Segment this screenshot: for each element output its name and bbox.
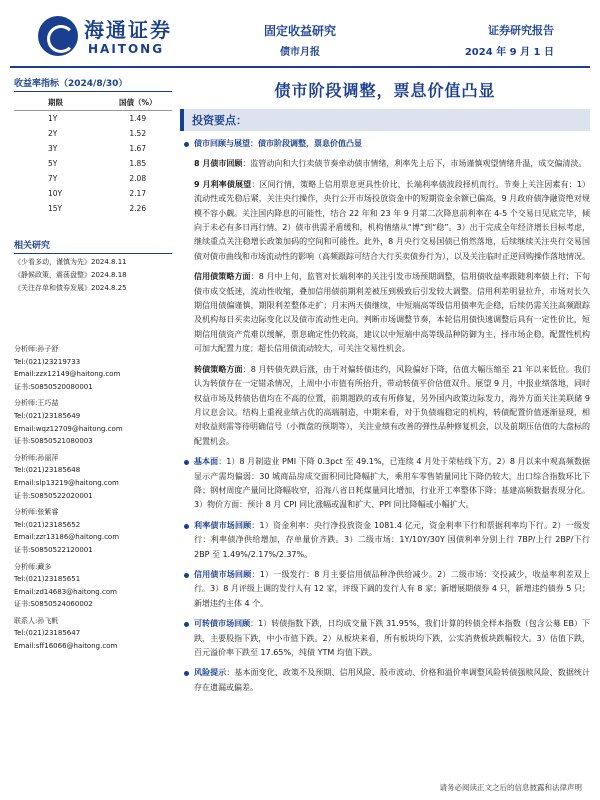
analyst-name: 分析师:藏多 (14, 562, 52, 571)
paragraph-heading: 8 月债市回顾 (194, 159, 243, 169)
analyst-cert: 证书:S0850520080001 (14, 382, 93, 391)
paragraph-text: ：8 月中上旬，监管对长端利率的关注引发市场预期调整，信用债收益率跟随利率债上行；下旬债市成交低迷，流动性收缩，叠加信用债前期利差被压到极致后引发较大调整。信用利差明显拉升，市场对长久期信用债偏谨慎，期限利差整体走扩；月末两天债继续，中短端高等级信用债率先企稳，后续仍需关注高频跟踪及机构每日买卖边际变化以及债市流动性走向。判断市场调整节奏，本轮信用债快速调整后具有一定性价比，短期信用债资产荒难以缓解，票息确定性仍较高，建议以中短端中高等级品种防御为主，择市场企稳，配置性机构可加大配置力度；超长信用债流动较大，可关注交易性机会。 (194, 272, 590, 354)
analyst-tel: Tel:(021)23185651 (14, 575, 81, 584)
related-research-title: 相关研究 (14, 238, 172, 254)
report-date: 2024 年 9 月 1 日 (464, 47, 554, 58)
paragraph-text: ：监管动向和大行卖债节奏牵动债市情绪，利率先上后下，市场谨慎观望情绪升温，成交偏清淡。 (242, 159, 587, 169)
bullet-heading: 基本面 (194, 457, 219, 467)
related-research-link[interactable]: 《少看多动，谨慎为先》2024.8.11 (14, 258, 127, 266)
logo-english-text: HAITONG (88, 42, 165, 56)
analyst-tel: Tel:(021)23219733 (14, 357, 81, 366)
bullet-heading: 可转债市场回顾 (194, 619, 251, 629)
contact-name: 联系人:孙飞帆 (14, 616, 59, 625)
analyst-email[interactable]: Email:zzx12149@haitong.com (14, 370, 121, 379)
yield-table-title: 收益率指标（2024/8/30） (14, 76, 172, 92)
table-row (14, 141, 172, 156)
bullet-item (194, 455, 590, 513)
key-points-body (180, 137, 590, 695)
paragraph-heading: 9 月利率债展望 (194, 179, 252, 189)
review-heading: 债市回顾与展望：债市阶段调整，票息价值凸显 (194, 139, 362, 148)
bullet-heading: 信用债市场回顾 (194, 569, 252, 579)
bullet-heading: 利率债市场回顾 (194, 520, 252, 530)
analyst-cert: 证书:S0850522120001 (14, 545, 93, 554)
analyst-list (14, 343, 172, 653)
paragraph-heading: 转债策略方面 (194, 364, 243, 374)
table-row (14, 111, 172, 127)
paragraph-text: ：区间行情，策略上信用票息更具性价比，长端利率债波段择机而行。节奏上关注因素有：1）流动性或先稳后紧，关注央行操作，央行公开市场投放资金中的短期资金余额已偏高，9 月政府债净融资绝对规模不容小觑。关注国内降息的可能性，结合 22 年和 23 年 9 月第二次降息前利率在 4-5 个交易日见底完毕，倾向于未必有多日再行情。2）债市供需矛盾缓和，机构情绪从“博”到“稳”。3）出于完成全年经济增长目标考虑，继续重点关注稳增长政策加码的空间和可能性。此外，8 月央行交易国债已悄然落地，后续继续关注央行交易国债对债市曲线和市场流动性的影响（高频跟踪可结合大行买卖债券行为），以及关注临时正逆回购操作落地情况。 (194, 179, 590, 261)
key-points-bar (180, 109, 590, 131)
yield-col-rate: 国债（%） (103, 95, 172, 111)
contact-email[interactable]: Email:sff16066@haitong.com (14, 642, 118, 651)
bullet-heading: 风险提示 (194, 668, 227, 678)
analyst-name: 分析师:张紫睿 (14, 508, 59, 517)
table-row (14, 201, 172, 216)
haitong-logo (38, 12, 188, 62)
bullet-item (194, 617, 590, 660)
paragraph-heading: 信用债策略方面 (194, 272, 251, 282)
term-cell: 10Y (48, 189, 63, 198)
contact-tel: Tel:(021)23185647 (14, 629, 81, 638)
related-research-link[interactable]: 《静候政策，震荡盘整》2024.8.18 (14, 271, 127, 279)
term-cell: 3Y (48, 144, 58, 153)
paragraph (194, 178, 590, 264)
sidebar (14, 76, 172, 653)
analyst-email[interactable]: Email:wqz12709@haitong.com (14, 424, 123, 433)
analyst-email[interactable]: Email:zd14683@haitong.com (14, 587, 117, 596)
bullet-item (194, 568, 590, 611)
rate-cell: 1.49 (129, 114, 147, 123)
term-cell: 2Y (48, 129, 58, 138)
bullet-item (194, 519, 590, 562)
analyst-email[interactable]: Email:slp13219@haitong.com (14, 478, 119, 487)
analyst-name: 分析师:王巧喆 (14, 399, 59, 408)
bullet-text: ：1）资金利率：央行净投放资金 1081.4 亿元，资金利率下行和票据利率均下行。2）一级发行：利率债净供给增加，存单量价齐跌。3）二级市场：1Y/10Y/30Y 国债利率分别上行 7BP/上行 2BP/下行 2BP 至 1.49%/2.17%/2.37%。 (194, 520, 591, 559)
bullet-item (194, 137, 590, 151)
paragraph-text: ：8 月转债先跌后涨，由于对偏转债违约，风险偏好下降，估值大幅压缩至 21 年以来低位。我们认为转债存在一定错杀情况，上周中小市值有所抬升，带动转债平价估值双升。展望 9 月，中报业绩落地，同时权益市场及转债估值均在不高的位置，前期超跌的或有所修复，另外国内政策边际发力，海外方面关注美联储 9 月议息会议。结构上重视业绩占优的高端制造，中期来看，对于负债端稳定的机构，转债配置价值逐渐显现，相对收益则需等待明确信号（小微盘的预期等），关注业绩有改善的弹性品种修复机会，以及前期压估值的大盘标的配置机会。 (194, 364, 590, 446)
bullet-text: ：基本面变化、政策不及预期、信用风险、股市波动、价格和溢价率调整风险转债强赎风险、数据统计存在遗漏或偏差。 (194, 668, 591, 692)
analyst-name: 分析师:孙子舒 (14, 345, 59, 353)
bullet-item (194, 666, 590, 695)
rate-cell: 2.26 (129, 204, 147, 213)
bullet-text: ：1）转债指数下跌，日均成交量下跌 31.95%，我们计算的转债全样本指数（包含公募 EB）下跌，主要股指下跌，中小市值下跌。2）从板块来看，所有板块均下跌，公实消费板块跌幅较大。3）估值下跌，百元溢价率下跌至 17.65%，纯债 YTM 均值下跌。 (194, 619, 590, 657)
key-points-title: 投资要点： (192, 114, 247, 127)
bullet-text: ：1）8 月制造业 PMI 下降 0.3pct 至 49.1%，已连续 4 月处于荣枯线下方。2）8 月以来中观高频数据显示产需均偏弱：30 城商品房成交面积同比降幅扩大，乘用车零售销量同比下降仍较大，出口综合指数环比下降；钢材周度产量同比降幅收窄，沿海八省日耗煤量同比增加，行业开工率整体下降；基建高频数据表现分化。3）物价方面：预计 8 月 CPI 同比涨幅或温和扩大、PPI 同比降幅或小幅扩大。 (194, 457, 590, 510)
analyst-cert: 证书:S0850522020001 (14, 491, 93, 500)
report-title: 债市阶段调整，票息价值凸显 (274, 81, 496, 100)
analyst-tel: Tel:(021)23185652 (14, 520, 81, 529)
main-content (180, 76, 590, 695)
analyst-cert: 证书:S0850524060002 (14, 600, 93, 609)
report-type: 证券研究报告 (488, 24, 554, 37)
analyst-cert: 证书:S0850521080003 (14, 437, 93, 446)
related-research-link[interactable]: 《关注存单和债券发展》2024.8.25 (14, 284, 127, 292)
footer-disclaimer: 请务必阅读正文之后的信息披露和法律声明 (439, 783, 582, 792)
document-type: 固定收益研究 (263, 24, 336, 38)
term-cell: 1Y (48, 114, 58, 123)
analyst-email[interactable]: Email:zzr13186@haitong.com (14, 533, 120, 542)
logo-chinese-text: 海通证券 (84, 18, 172, 42)
table-row (14, 156, 172, 171)
rate-cell: 1.67 (129, 144, 147, 153)
analyst-tel: Tel:(021)23185648 (14, 466, 81, 475)
term-cell: 7Y (48, 174, 58, 183)
document-subtype: 债市月报 (280, 47, 320, 58)
rate-cell: 2.08 (129, 174, 147, 183)
table-row (14, 126, 172, 141)
haitong-logo-icon (38, 16, 78, 56)
bullet-text: ：1）一级发行：8 月主要信用债品种净供给减少。2）二级市场：交投减少，收益率利差双上行。3）8 月评级上调的发行人有 12 家，评级下调的发行人有 8 家；新增展期债券 4 只，新增违约债券 5 只；新增违约主体 4 个。 (194, 569, 591, 608)
table-row (14, 171, 172, 186)
yield-col-term: 期限 (14, 95, 103, 111)
term-cell: 5Y (48, 159, 58, 168)
analyst-tel: Tel:(021)23185649 (14, 411, 81, 420)
header-divider (10, 66, 590, 68)
yield-table (14, 95, 172, 216)
paragraph (194, 157, 590, 171)
table-row (14, 186, 172, 201)
paragraph (194, 363, 590, 449)
rate-cell: 1.52 (129, 129, 147, 138)
term-cell: 15Y (48, 204, 63, 213)
page-header (0, 0, 600, 72)
analyst-name: 分析师:孙丽萍 (14, 453, 59, 462)
rate-cell: 1.85 (129, 159, 147, 168)
paragraph (194, 270, 590, 356)
rate-cell: 2.17 (129, 189, 147, 198)
